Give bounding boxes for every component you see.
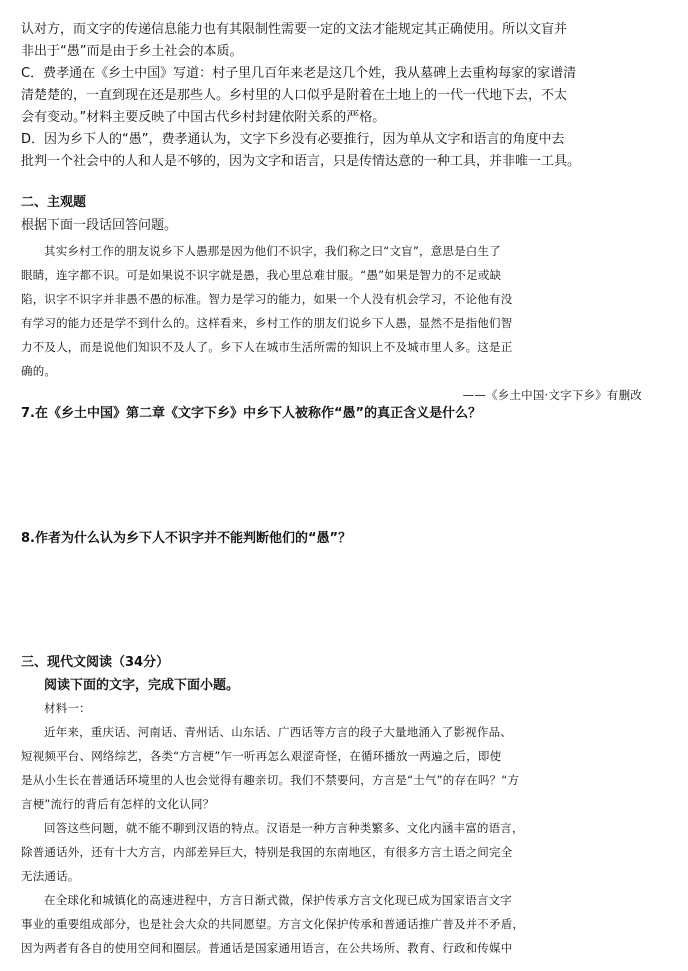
passage-line: 确的。 <box>21 364 57 378</box>
option-d-line: 批判一个社会中的人和人是不够的，因为文字和语言，只是传情达意的一种工具，并非唯一工具。 <box>21 154 581 169</box>
question-7: 7.在《乡土中国》第二章《文字下乡》中乡下人被称作“愚”的真正含义是什么？ <box>21 406 482 421</box>
passage-line: 眼睛，连字都不识。可是如果说不识字就是愚，我心里总难甘服。“愚”如果是智力的不足或缺 <box>21 268 502 282</box>
passage-line: 在全球化和城镇化的高速进程中，方言日渐式微，保护传承方言文化现已成为国家语言文字 <box>44 893 512 907</box>
passage-line: 无法通话。 <box>21 869 80 883</box>
passage-line: 近年来，重庆话、河南话、青州话、山东话、广西话等方言的段子大量地涌入了影视作品、 <box>44 725 512 739</box>
text-line: 认对方，而文字的传递信息能力也有其限制性需要一定的文法才能规定其正确使用。所以文盲并 <box>21 22 568 37</box>
passage-line: 言梗”流行的背后有怎样的文化认同？ <box>21 797 215 811</box>
passage-line: 力不及人，而是说他们知识不及人了。乡下人在城市生活所需的知识上不及城市里人多。这是正 <box>21 340 513 354</box>
passage-source: ——《乡土中国·文字下乡》有删改 <box>462 388 642 402</box>
passage-line: 有学习的能力还是学不到什么的。这样看来，乡村工作的朋友们说乡下人愚，显然不是指他们智 <box>21 316 513 330</box>
question-8: 8.作者为什么认为乡下人不识字并不能判断他们的“愚”？ <box>21 531 352 546</box>
section-heading: 三、现代文阅读（34分） <box>21 655 170 670</box>
passage-line: 是从小生长在普通话环境里的人也会觉得有趣亲切。我们不禁要问，方言是“土气”的存在吗？“方 <box>21 773 520 787</box>
passage-line: 陷，识字不识字并非愚不愚的标准。智力是学习的能力，如果一个人没有机会学习，不论他有没 <box>21 292 513 306</box>
passage-line: 事业的重要组成部分，也是社会大众的共同愿望。方言文化保护传承和普通话推广普及并不矛盾， <box>21 917 525 931</box>
passage-line: 其实乡村工作的朋友说乡下人愚那是因为他们不识字，我们称之曰“文盲”，意思是白生了 <box>44 244 501 258</box>
option-c-line: C．费孝通在《乡土中国》写道：村子里几百年来老是这几个姓，我从墓碑上去重构每家的家谱清 <box>21 66 577 81</box>
passage-line: 回答这些问题，就不能不聊到汉语的特点。汉语是一种方言种类繁多、文化内涵丰富的语言， <box>44 821 524 835</box>
option-d-line: D．因为乡下人的“愚”，费孝通认为，文字下乡没有必要推行，因为单从文字和语言的角度中去 <box>21 132 565 147</box>
text-line: 非出于“愚”而是由于乡土社会的本质。 <box>21 44 243 59</box>
section-instruction: 根据下面一段话回答问题。 <box>21 218 178 233</box>
section-instruction: 阅读下面的文字，完成下面小题。 <box>44 678 240 693</box>
option-c-line: 会有变动。”材料主要反映了中国古代乡村封建依附关系的严格。 <box>21 110 386 125</box>
option-c-line: 清楚楚的，一直到现在还是那些人。乡村里的人口似乎是附着在土地上的一代一代地下去，不太 <box>21 88 568 103</box>
material-label: 材料一： <box>44 701 91 715</box>
passage-line: 因为两者有各自的使用空间和圈层。普通话是国家通用语言，在公共场所、教育、行政和传媒中 <box>21 941 513 955</box>
passage-line: 短视频平台、网络综艺，各类“方言梗”乍一听再怎么艰涩奇怪，在循环播放一两遍之后，即使 <box>21 749 502 763</box>
section-heading: 二、主观题 <box>21 195 87 210</box>
passage-line: 除普通话外，还有十大方言，内部差异巨大，特别是我国的东南地区，有很多方言土语之间完全 <box>21 845 513 859</box>
